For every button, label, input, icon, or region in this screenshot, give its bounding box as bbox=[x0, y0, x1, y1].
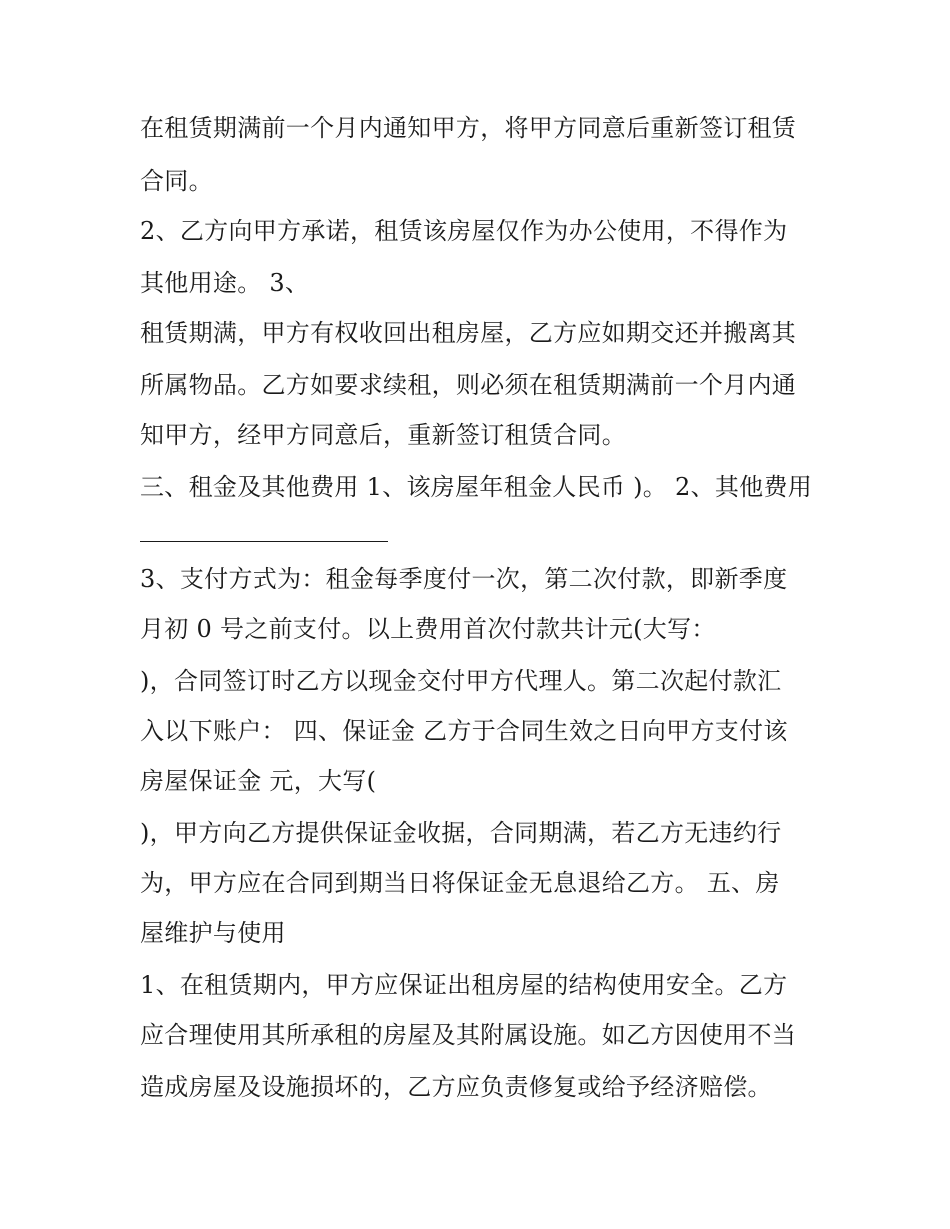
text-line: 租赁期满，甲方有权收回出租房屋，乙方应如期交还并搬离其 bbox=[140, 319, 797, 347]
blank-underline bbox=[140, 541, 388, 542]
text-line: 其他用途。 3、 bbox=[140, 269, 310, 297]
text-line: 屋维护与使用 bbox=[140, 919, 286, 947]
text-line: 合同。 bbox=[140, 167, 213, 195]
text-line: 1、在租赁期内，甲方应保证出租房屋的结构使用安全。乙方 bbox=[140, 971, 788, 999]
text-line: 造成房屋及设施损坏的，乙方应负责修复或给予经济赔偿。 bbox=[140, 1073, 772, 1101]
text-line: 月初 0 号之前支付。以上费用首次付款共计元(大写： bbox=[140, 615, 716, 643]
text-line: 应合理使用其所承租的房屋及其附属设施。如乙方因使用不当 bbox=[140, 1021, 797, 1049]
text-line: 入以下账户： 四、保证金 乙方于合同生效之日向甲方支付该 bbox=[140, 717, 788, 745]
text-line: 房屋保证金 元，大写( bbox=[140, 767, 377, 795]
text-line: 为，甲方应在合同到期当日将保证金无息退给乙方。 五、房 bbox=[140, 869, 780, 897]
text-line: )，甲方向乙方提供保证金收据，合同期满，若乙方无违约行 bbox=[140, 819, 782, 847]
text-line: 三、租金及其他费用 1、该房屋年租金人民币 )。 2、其他费用 bbox=[140, 473, 813, 501]
text-line: 3、支付方式为：租金每季度付一次，第二次付款，即新季度 bbox=[140, 565, 788, 593]
text-line: 知甲方，经甲方同意后，重新签订租赁合同。 bbox=[140, 421, 626, 449]
text-line: 2、乙方向甲方承诺，租赁该房屋仅作为办公使用，不得作为 bbox=[140, 217, 788, 245]
text-line: 在租赁期满前一个月内通知甲方，将甲方同意后重新签订租赁 bbox=[140, 114, 797, 142]
text-line: )，合同签订时乙方以现金交付甲方代理人。第二次起付款汇 bbox=[140, 667, 782, 695]
text-line: 所属物品。乙方如要求续租，则必须在租赁期满前一个月内通 bbox=[140, 371, 797, 399]
